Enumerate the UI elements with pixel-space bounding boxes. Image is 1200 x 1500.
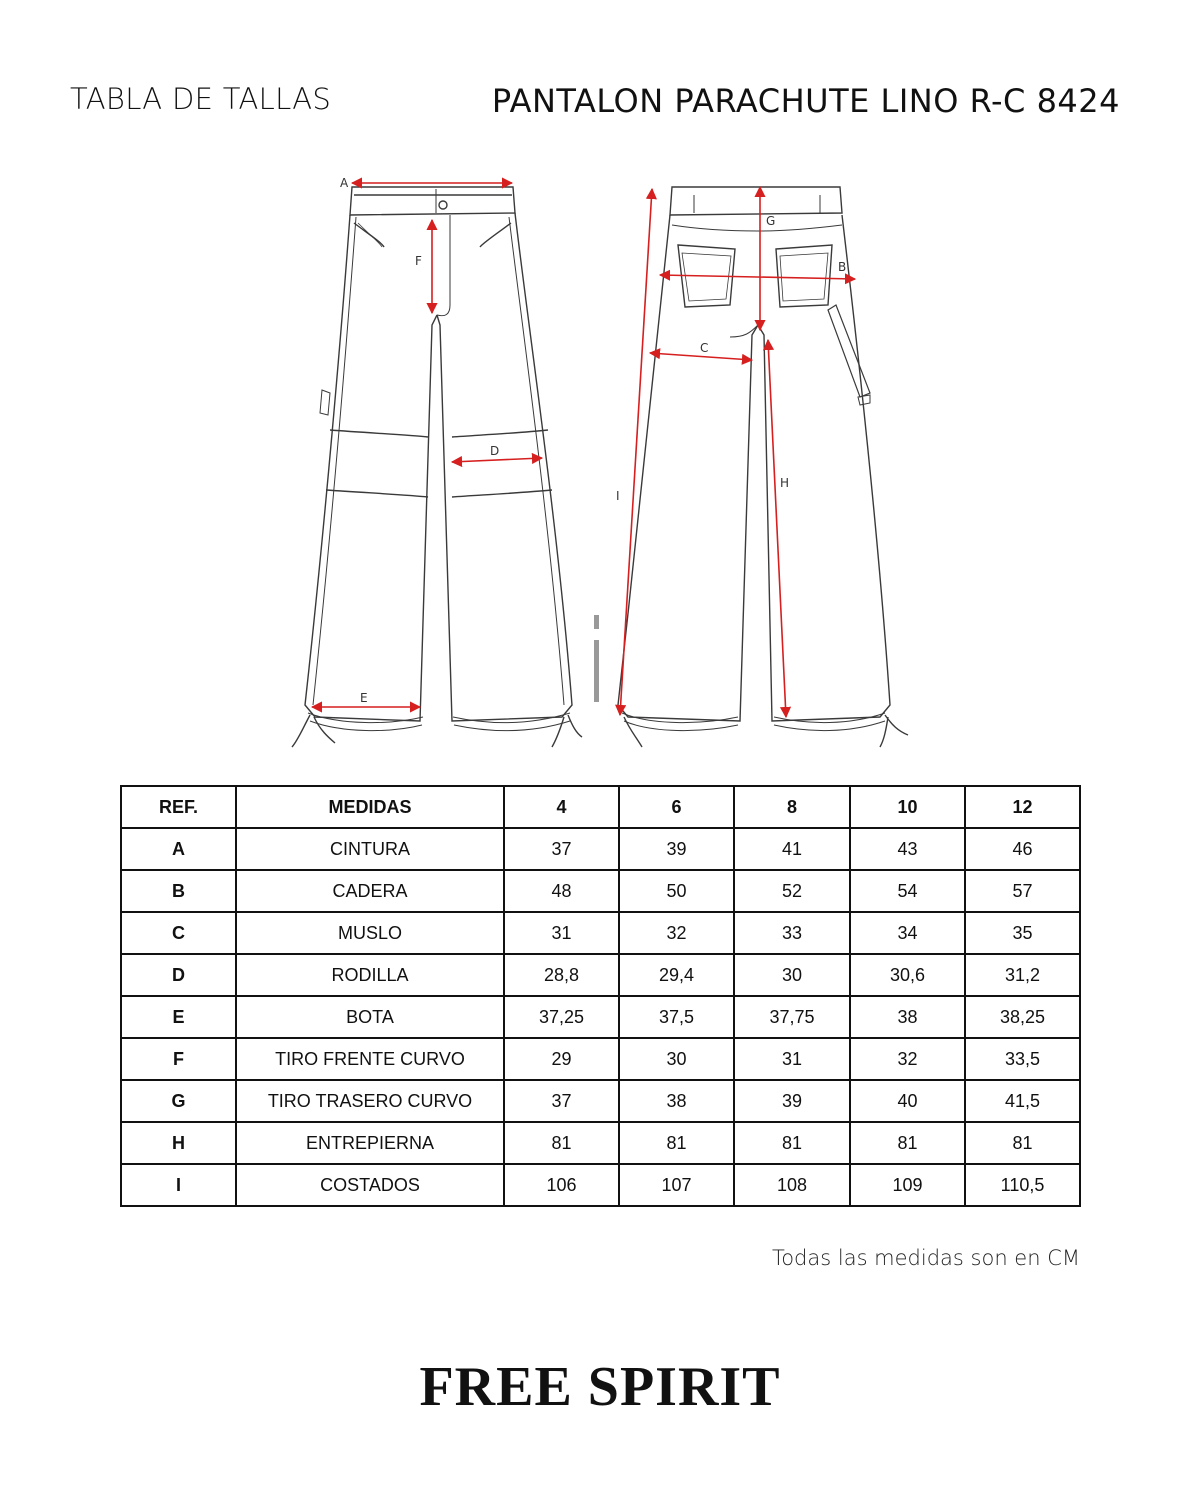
size-value-cell: 37 <box>504 1080 619 1122</box>
back-view <box>618 187 908 747</box>
front-view <box>292 187 582 747</box>
label-g: G <box>766 214 776 228</box>
size-value-cell: 81 <box>619 1122 734 1164</box>
size-value-cell: 81 <box>850 1122 965 1164</box>
size-value-cell: 107 <box>619 1164 734 1206</box>
size-value-cell: 37,5 <box>619 996 734 1038</box>
col-header-size: 4 <box>504 786 619 828</box>
size-value-cell: 31 <box>504 912 619 954</box>
col-header-size: 12 <box>965 786 1080 828</box>
size-value-cell: 39 <box>734 1080 850 1122</box>
size-value-cell: 57 <box>965 870 1080 912</box>
size-value-cell: 52 <box>734 870 850 912</box>
col-header-medidas: MEDIDAS <box>236 786 504 828</box>
col-header-size: 6 <box>619 786 734 828</box>
size-value-cell: 30,6 <box>850 954 965 996</box>
measure-name-cell: CINTURA <box>236 828 504 870</box>
size-value-cell: 30 <box>734 954 850 996</box>
marker-bar <box>594 615 599 629</box>
ref-cell: I <box>121 1164 236 1206</box>
label-h: H <box>780 476 790 490</box>
brand-logo: FREE SPIRIT <box>419 1356 781 1418</box>
table-row <box>121 1122 1080 1164</box>
label-e: E <box>360 691 368 705</box>
size-value-cell: 40 <box>850 1080 965 1122</box>
measure-name-cell: MUSLO <box>236 912 504 954</box>
table-row <box>121 1164 1080 1206</box>
table-row <box>121 1080 1080 1122</box>
size-value-cell: 81 <box>504 1122 619 1164</box>
ref-cell: C <box>121 912 236 954</box>
ref-cell: B <box>121 870 236 912</box>
size-value-cell: 30 <box>619 1038 734 1080</box>
size-value-cell: 106 <box>504 1164 619 1206</box>
size-value-cell: 37,25 <box>504 996 619 1038</box>
label-i: I <box>616 489 620 503</box>
measure-name-cell: BOTA <box>236 996 504 1038</box>
measure-name-cell: TIRO TRASERO CURVO <box>236 1080 504 1122</box>
ref-cell: H <box>121 1122 236 1164</box>
col-header-size: 8 <box>734 786 850 828</box>
label-c: C <box>700 341 709 355</box>
size-value-cell: 38 <box>850 996 965 1038</box>
size-value-cell: 43 <box>850 828 965 870</box>
size-value-cell: 81 <box>734 1122 850 1164</box>
size-value-cell: 29 <box>504 1038 619 1080</box>
size-value-cell: 32 <box>619 912 734 954</box>
measurement-arrows <box>312 183 855 717</box>
size-value-cell: 110,5 <box>965 1164 1080 1206</box>
size-value-cell: 50 <box>619 870 734 912</box>
ref-cell: A <box>121 828 236 870</box>
marker-bar <box>594 640 599 702</box>
arrow-i <box>620 189 652 715</box>
size-value-cell: 37 <box>504 828 619 870</box>
size-value-cell: 54 <box>850 870 965 912</box>
size-value-cell: 48 <box>504 870 619 912</box>
ref-cell: F <box>121 1038 236 1080</box>
measure-name-cell: CADERA <box>236 870 504 912</box>
label-f: F <box>415 254 422 268</box>
size-value-cell: 41,5 <box>965 1080 1080 1122</box>
measure-name-cell: COSTADOS <box>236 1164 504 1206</box>
size-value-cell: 29,4 <box>619 954 734 996</box>
pants-measurement-diagram <box>280 165 920 755</box>
size-value-cell: 39 <box>619 828 734 870</box>
label-b: B <box>838 260 847 274</box>
size-value-cell: 35 <box>965 912 1080 954</box>
size-value-cell: 31 <box>734 1038 850 1080</box>
label-a: A <box>340 176 349 190</box>
table-row <box>121 954 1080 996</box>
table-row <box>121 1038 1080 1080</box>
size-value-cell: 108 <box>734 1164 850 1206</box>
page-title: TABLA DE TALLAS <box>70 82 332 116</box>
size-value-cell: 38 <box>619 1080 734 1122</box>
size-value-cell: 34 <box>850 912 965 954</box>
size-value-cell: 31,2 <box>965 954 1080 996</box>
size-value-cell: 37,75 <box>734 996 850 1038</box>
units-note: Todas las medidas son en CM <box>771 1246 1080 1270</box>
size-value-cell: 33,5 <box>965 1038 1080 1080</box>
ref-cell: D <box>121 954 236 996</box>
size-table <box>120 785 1081 1207</box>
size-value-cell: 28,8 <box>504 954 619 996</box>
pants-illustration <box>280 165 920 755</box>
size-value-cell: 46 <box>965 828 1080 870</box>
label-d: D <box>490 444 500 458</box>
size-value-cell: 32 <box>850 1038 965 1080</box>
size-value-cell: 81 <box>965 1122 1080 1164</box>
col-header-ref: REF. <box>121 786 236 828</box>
measure-name-cell: TIRO FRENTE CURVO <box>236 1038 504 1080</box>
size-value-cell: 38,25 <box>965 996 1080 1038</box>
measure-name-cell: RODILLA <box>236 954 504 996</box>
ref-cell: G <box>121 1080 236 1122</box>
table-row <box>121 996 1080 1038</box>
size-value-cell: 41 <box>734 828 850 870</box>
table-row <box>121 912 1080 954</box>
ref-cell: E <box>121 996 236 1038</box>
table-row <box>121 828 1080 870</box>
table-header-row <box>121 786 1080 828</box>
col-header-size: 10 <box>850 786 965 828</box>
product-title: PANTALON PARACHUTE LINO R-C 8424 <box>491 82 1120 120</box>
table-row <box>121 870 1080 912</box>
size-value-cell: 109 <box>850 1164 965 1206</box>
size-value-cell: 33 <box>734 912 850 954</box>
measure-name-cell: ENTREPIERNA <box>236 1122 504 1164</box>
arrow-d <box>452 458 542 462</box>
